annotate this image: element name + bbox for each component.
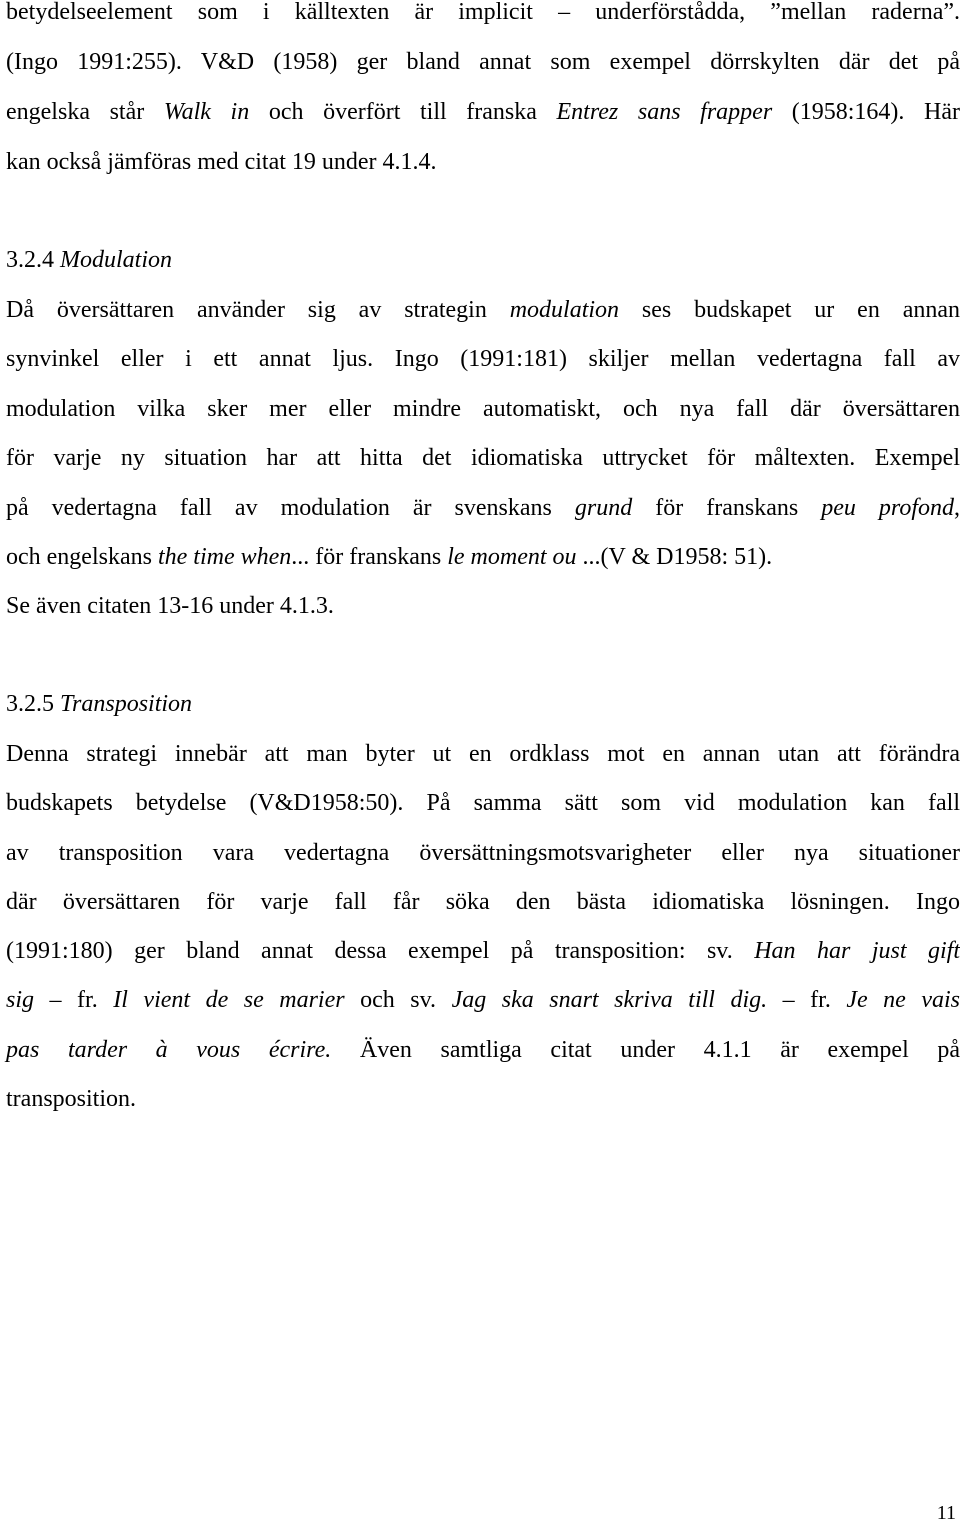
transposition-line-3: av transposition vara vedertagna översättningsmotsvarigheter eller nya situationer <box>6 840 960 866</box>
intro-line-4: kan också jämföras med citat 19 under 4.1.4. <box>6 149 437 175</box>
italic-run: peu profond <box>821 495 954 521</box>
section-number: 3.2.4 <box>6 247 54 273</box>
italic-run: Han har just gift <box>754 938 960 964</box>
italic-run: Je ne vais <box>846 987 960 1013</box>
transposition-line-8: transposition. <box>6 1086 136 1112</box>
italic-run: modulation <box>509 297 620 323</box>
transposition-line-5: (1991:180) ger bland annat dessa exempel på transposition: sv. Han har just gift <box>6 938 960 964</box>
modulation-line-4: för varje ny situation har att hitta det idiomatiska uttrycket för måltexten. Exempel <box>6 445 960 471</box>
intro-line-2: (Ingo 1991:255). V&D (1958) ger bland annat som exempel dörrskylten där det på <box>6 49 960 75</box>
section-title: Transposition <box>60 691 193 717</box>
intro-line-1: betydelseelement som i källtexten är implicit – underförstådda, ”mellan raderna”. <box>6 0 960 25</box>
section-number: 3.2.5 <box>6 691 54 717</box>
transposition-line-2: budskapets betydelse (V&D1958:50). På samma sätt som vid modulation kan fall <box>6 790 960 816</box>
intro-line-3: engelska står Walk in och överfört till franska Entrez sans frapper (1958:164). Här <box>6 99 960 125</box>
italic-run: sig <box>6 987 35 1013</box>
modulation-line-7: Se även citaten 13-16 under 4.1.3. <box>6 593 334 619</box>
italic-run: Entrez sans frapper <box>556 99 773 125</box>
modulation-line-2: synvinkel eller i ett annat ljus. Ingo (1991:181) skiljer mellan vedertagna fall av <box>6 346 960 372</box>
page-number: 11 <box>936 1502 956 1524</box>
italic-run: le moment ou <box>447 544 577 570</box>
italic-run: Il vient de se marier <box>113 987 345 1013</box>
modulation-line-6: och engelskans the time when... för franskans le moment ou ...(V & D1958: 51). <box>6 544 773 570</box>
modulation-line-3: modulation vilka sker mer eller mindre automatiskt, och nya fall där översättaren <box>6 396 960 422</box>
italic-run: Jag ska snart skriva till dig. <box>451 987 768 1013</box>
transposition-line-1: Denna strategi innebär att man byter ut en ordklass mot en annan utan att förändra <box>6 741 960 767</box>
section-title: Modulation <box>60 247 172 273</box>
italic-run: Walk in <box>163 99 250 125</box>
italic-run: grund <box>574 495 633 521</box>
modulation-line-1: Då översättaren använder sig av strategin modulation ses budskapet ur en annan <box>6 297 960 323</box>
italic-run: the time when <box>157 544 292 570</box>
transposition-line-4: där översättaren för varje fall får söka den bästa idiomatiska lösningen. Ingo <box>6 889 960 915</box>
transposition-line-6: sig – fr. Il vient de se marier och sv. Jag ska snart skriva till dig. – fr. Je ne vais <box>6 987 960 1013</box>
modulation-line-5: på vedertagna fall av modulation är svenskans grund för franskans peu profond, <box>6 495 960 521</box>
section-heading-325 <box>6 689 192 719</box>
transposition-line-7: pas tarder à vous écrire. Även samtliga citat under 4.1.1 är exempel på <box>6 1037 960 1063</box>
italic-run: pas tarder à vous écrire. <box>6 1037 332 1063</box>
section-heading-324 <box>6 245 172 275</box>
